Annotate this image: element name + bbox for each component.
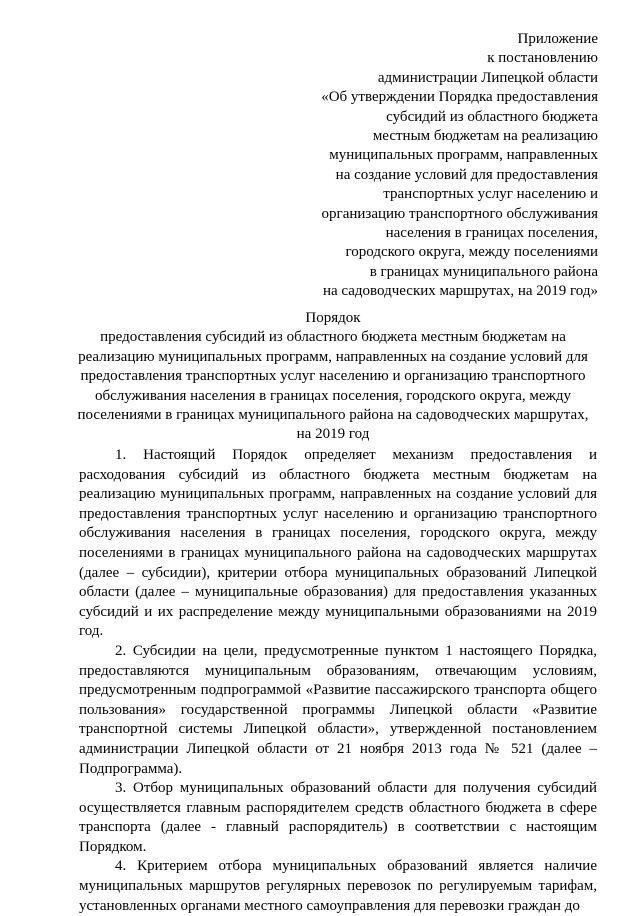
appendix-line: муниципальных программ, направленных	[329, 147, 598, 164]
appendix-line: на садоводческих маршрутах, на 2019 год»	[322, 283, 598, 300]
paragraph-2: 2. Субсидии на цели, предусмотренные пунктом 1 настоящего Порядка, предоставляются муниципальным образованиям, отвечающим условиям, предусмотренным подпрограммой «Развитие пассажирского транспорта общего пользования» государственной программы Липецкой области «Развитие транспортной системы Липецкой области», утвержденной постановлением администрации Липецкой области от 21 ноября 2013 года № 521 (далее – Подпрограмма).	[79, 642, 597, 777]
document-title	[68, 309, 598, 445]
appendix-line: администрации Липецкой области	[377, 69, 598, 86]
title-line: предоставления транспортных услуг населению и организацию транспортного	[80, 368, 586, 385]
appendix-line: городского округа, между поселениями	[345, 244, 598, 261]
appendix-line: в границах муниципального района	[369, 263, 598, 280]
appendix-header	[178, 30, 598, 302]
appendix-line: Приложение	[517, 31, 598, 47]
paragraph-4: 4. Критерием отбора муниципальных образований является наличие муниципальных маршрутов регулярных перевозок по регулируемым тарифам, установленных органами местного самоуправления для перевозки граждан до	[79, 858, 597, 914]
title-line: поселениями в границах муниципального района на садоводческих маршрутах,	[77, 407, 589, 424]
title-line: предоставления субсидий из областного бюджета местным бюджетам на	[100, 329, 566, 346]
title-line: реализацию муниципальных программ, направленных на создание условий для	[78, 348, 588, 365]
title-line: обслуживания населения в границах поселения, городского округа, между	[94, 387, 572, 404]
appendix-line: населения в границах поселения,	[385, 225, 598, 242]
paragraph-1: 1. Настоящий Порядок определяет механизм предоставления и расходования субсидий из областного бюджета местным бюджетам на реализацию муниципальных программ, направленных на создание условий для предоставления транспортных услуг населению и организацию транспортного обслуживания населения в границах поселения, городского округа, между поселениями в границах муниципального района на садоводческих маршрутах (далее – субсидии), критерии отбора муниципальных образований Липецкой области (далее – муниципальные образования) для предоставления указанных субсидий и их распределение между муниципальными образованиями на 2019 год.	[79, 447, 597, 640]
document-body	[79, 446, 597, 916]
appendix-line: организацию транспортного обслуживания	[321, 205, 598, 222]
appendix-line: «Об утверждении Порядка предоставления	[321, 89, 598, 106]
paragraph-3: 3. Отбор муниципальных образований области для получения субсидий осуществляется главным распорядителем средств областного бюджета в сфере транспорта (далее - главный распорядитель) в соответствии с настоящим Порядком.	[79, 780, 597, 855]
title-heading: Порядок	[305, 310, 361, 326]
appendix-line: местным бюджетам на реализацию	[372, 128, 598, 145]
appendix-line: на создание условий для предоставления	[335, 166, 598, 183]
appendix-line: транспортных услуг населению и	[383, 186, 598, 203]
title-line: на 2019 год	[296, 426, 370, 443]
appendix-line: к постановлению	[487, 50, 598, 67]
appendix-line: субсидий из областного бюджета	[386, 108, 598, 125]
